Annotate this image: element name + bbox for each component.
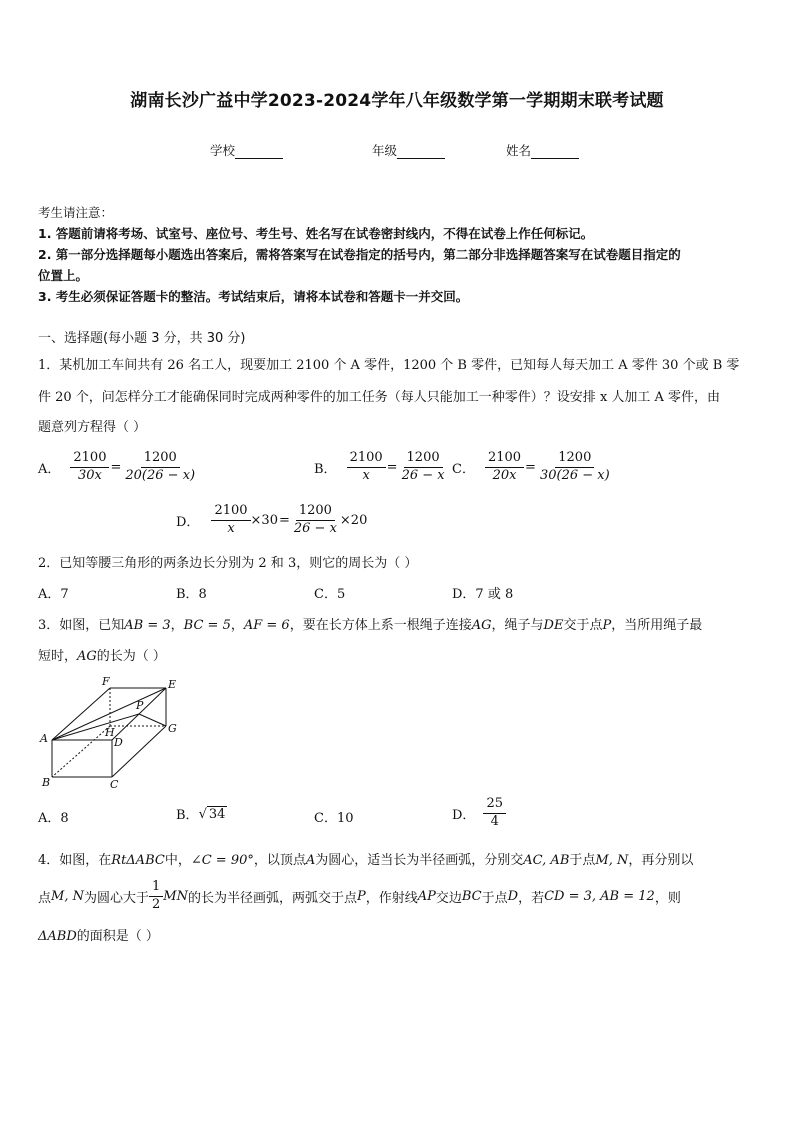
q3-option-d[interactable] — [452, 797, 506, 830]
q2-option-c[interactable]: C．5 — [314, 587, 346, 602]
text: 中， — [164, 853, 191, 868]
option-label: B． — [176, 808, 199, 823]
math: AG — [471, 618, 492, 633]
label-b: B — [42, 776, 51, 789]
notice-item-2: 2. 第一部分选择题每小题选出答案后，需将答案写在试卷指定的括号内，第二部分非选择题答案写在试卷题目指定的 — [38, 247, 681, 262]
fraction-numerator: 2100 — [347, 451, 386, 468]
q3-option-b[interactable] — [176, 804, 227, 823]
math: MN — [163, 888, 188, 904]
math: P — [602, 618, 612, 633]
fraction-numerator: 2100 — [485, 451, 524, 468]
q3-option-c[interactable]: C．10 — [314, 811, 354, 826]
text: 4．如图，在 — [38, 853, 112, 868]
option-label: A． — [38, 461, 61, 477]
q2-option-a[interactable]: A．7 — [38, 587, 69, 602]
page-title: 湖南长沙广益中学2023-2024学年八年级数学第一学期期末联考试题 — [130, 91, 664, 111]
math: DE — [543, 618, 564, 633]
text: ，要在长方体上系一根绳子连接 — [289, 618, 472, 633]
q1-line-1: 1．某机加工车间共有 26 名工人，现要加工 2100 个 A 零件，1200 个 B 零件，已知每人每天加工 A 零件 30 个或 B 零 — [38, 358, 740, 373]
fraction-numerator: 1200 — [404, 451, 443, 468]
math: M, N — [51, 888, 84, 904]
q1-option-a[interactable]: A． $\frac{2100}{30x}$ = $\frac{1200}{20(26 - x)}$ — [38, 451, 198, 484]
q1-option-c[interactable]: C． $\frac{2100}{20x}$ = $\frac{1200}{30(26 - x)}$ — [452, 451, 613, 484]
text: 于点 — [569, 853, 596, 868]
school-label: 学校 — [210, 143, 236, 158]
text: 3．如图，已知 — [38, 618, 125, 633]
q1-option-b[interactable]: B． $\frac{2100}{x}$ = $\frac{1200}{26 - x}$ — [314, 451, 448, 484]
name-label: 姓名 — [506, 143, 532, 158]
notice-heading: 考生请注意： — [38, 205, 114, 220]
q3-option-a[interactable]: A．8 — [38, 811, 69, 826]
q3-line-1: 3．如图，已知AB = 3，BC = 5，AF = 6，要在长方体上系一根绳子连接AG，绳子与DE交于点P，当所用绳子最 — [38, 618, 703, 633]
label-h: H — [105, 726, 115, 739]
math: BC = 5 — [183, 618, 231, 633]
math: D — [507, 888, 519, 904]
text: 的长为半径画弧，两弧交于点 — [187, 890, 357, 906]
notice-item-2-cont: 位置上。 — [38, 268, 89, 283]
fraction-numerator: 1200 — [141, 451, 180, 468]
text: 为圆心，适当长为半径画弧，分别交 — [315, 853, 524, 868]
math: AB = 3 — [124, 618, 171, 633]
fraction-denominator: 30x — [78, 467, 102, 483]
text: 点 — [38, 890, 52, 906]
name-blank — [531, 146, 579, 159]
notice-item-1: 1. 答题前请将考场、试室号、座位号、考生号、姓名写在试卷密封线内，不得在试卷上作任何标记。 — [38, 226, 594, 241]
section-heading: 一、选择题(每小题 3 分，共 30 分) — [38, 331, 246, 346]
text: 交于点 — [563, 618, 603, 633]
math: AC, AB — [523, 853, 570, 868]
multiplier: ×20 — [339, 512, 368, 528]
fraction-numerator: 1200 — [555, 451, 594, 468]
grade-blank — [397, 146, 445, 159]
multiplier: ×30 — [250, 512, 278, 528]
name-field — [506, 141, 579, 159]
math: AP — [417, 888, 436, 904]
math: ΔABD — [38, 929, 77, 944]
q2-text: 2．已知等腰三角形的两条边长分别为 2 和 3，则它的周长为（ ） — [38, 556, 418, 571]
notice-item-3: 3. 考生必须保证答题卡的整洁。考试结束后，请将本试卷和答题卡一并交回。 — [38, 289, 469, 304]
fraction-numerator: 1200 — [296, 504, 335, 521]
fraction-denominator: 30(26 − x) — [539, 467, 610, 483]
sqrt-expression: √ 34 — [198, 806, 226, 822]
q2-option-d[interactable]: D．7 或 8 — [452, 587, 514, 602]
option-label: D． — [452, 807, 476, 823]
q1-line-3: 题意列方程得（ ） — [38, 420, 147, 435]
label-c: C — [110, 778, 119, 791]
school-blank — [235, 146, 283, 159]
option-label: C． — [452, 461, 475, 477]
text: 于点 — [481, 890, 508, 906]
math: AG — [77, 649, 97, 664]
label-a: A — [40, 732, 48, 745]
text: 的面积是（ ） — [76, 929, 159, 944]
fraction-denominator: 20x — [492, 467, 517, 483]
fraction-denominator: x — [362, 467, 370, 483]
fraction-numerator: 1 — [149, 880, 163, 897]
q3-line-2 — [38, 645, 166, 664]
text: ，则 — [654, 890, 681, 906]
grade-label: 年级 — [372, 143, 398, 158]
fraction-numerator: 2100 — [211, 504, 250, 521]
math: ∠C = 90° — [190, 853, 254, 868]
math: AF = 6 — [243, 618, 290, 633]
text: 短时， — [38, 649, 78, 664]
radicand: 34 — [208, 806, 226, 822]
q4-line-2 — [38, 880, 681, 913]
text: ，作射线 — [365, 890, 418, 906]
fraction-denominator: 26 − x — [401, 467, 445, 483]
math: BC — [461, 888, 482, 904]
fraction-numerator: 2100 — [70, 451, 109, 468]
label-g: G — [168, 722, 177, 735]
label-f: F — [102, 675, 110, 688]
school-field — [210, 141, 283, 159]
text: ，绳子与 — [491, 618, 544, 633]
text: ，当所用绳子最 — [611, 618, 703, 633]
label-p: P — [136, 699, 144, 712]
text: ，再分别以 — [628, 853, 694, 868]
q4-line-1 — [38, 849, 693, 868]
text: ，若 — [518, 890, 545, 906]
option-label: D． — [176, 514, 200, 530]
text: 的长为（ ） — [96, 649, 166, 664]
cuboid-figure — [36, 674, 186, 796]
q1-line-2: 件 20 个，问怎样分工才能确保同时完成两种零件的加工任务（每人只能加工一种零件）？设安排 x 人加工 A 零件，由 — [38, 390, 721, 405]
q4-line-3 — [38, 925, 159, 944]
label-e: E — [168, 678, 177, 691]
q2-option-b[interactable]: B．8 — [176, 587, 207, 602]
fraction-denominator: x — [227, 520, 235, 536]
q1-option-d[interactable]: D． $\frac{2100}{x}$ ×30 = $\frac{1200}{26 - x}$ ×20 — [176, 503, 368, 536]
fraction-denominator: 4 — [490, 813, 499, 829]
math: RtΔABC — [111, 853, 165, 868]
math: CD = 3, AB = 12 — [544, 888, 655, 904]
text: 交边 — [435, 890, 462, 906]
math: A — [305, 853, 316, 868]
math: M, N — [595, 853, 629, 868]
text: 为圆心大于 — [83, 890, 149, 906]
math: P — [356, 888, 366, 904]
grade-field — [372, 141, 445, 159]
fraction-denominator: 20(26 − x) — [125, 467, 196, 483]
text: ，以顶点 — [253, 853, 306, 868]
label-d: D — [114, 736, 123, 749]
fraction-denominator: 26 − x — [293, 520, 337, 536]
fraction-numerator: 25 — [483, 797, 506, 814]
option-label: B． — [314, 461, 337, 477]
fraction-denominator: 2 — [151, 896, 161, 912]
